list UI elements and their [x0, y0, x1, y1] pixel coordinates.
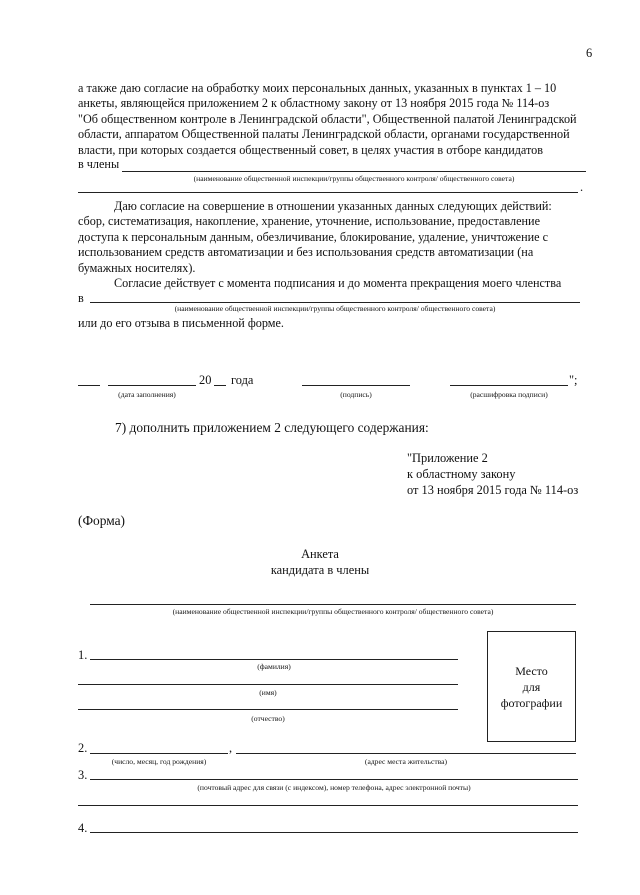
consent-line-4: области, аппаратом Общественной палаты Ленинградской области, органами государственной [78, 127, 570, 142]
validity-line: Согласие действует с момента подписания и до момента прекращения моего членства [114, 276, 562, 290]
field-1-number: 1. [78, 648, 88, 662]
field-2-number: 2. [78, 741, 88, 755]
day-fill-line [78, 385, 100, 386]
members-prefix: в члены [78, 157, 120, 171]
contacts-line-2[interactable] [78, 805, 578, 806]
consent-line-1: а также даю согласие на обработку моих персональных данных, указанных в пунктах 1 – 10 [78, 81, 557, 95]
consent-line-3: "Об общественном контроле в Ленинградской области", Общественной палатой Ленинградской [78, 111, 577, 126]
form-label: (Форма) [78, 513, 126, 528]
photo-text-1: Место [515, 663, 548, 678]
actions-line-5: бумажных носителях). [78, 260, 196, 275]
sign-caption: (подпись) [340, 390, 372, 399]
actions-line-3: доступа к персональным данным, обезличивание, блокирование, удаление, уничтожение с [78, 229, 548, 244]
questionnaire-org-line [90, 604, 576, 605]
actions-line-1: Даю согласие на совершение в отношении указанных данных следующих действий: [114, 199, 552, 213]
validity-org-caption: (наименование общественной инспекции/группы общественного контроля/ общественного совета) [174, 304, 496, 313]
field-4-line[interactable] [90, 832, 578, 833]
birth-date-caption: (число, месяц, год рождения) [111, 757, 207, 766]
validity-fill-line [90, 302, 580, 303]
name-line[interactable] [78, 684, 458, 685]
name-caption: (имя) [259, 688, 277, 697]
contacts-caption: (почтовый адрес для связи (с индексом), номер телефона, адрес электронной почты) [197, 783, 471, 792]
appendix-line-3: от 13 ноября 2015 года № 114-оз [407, 483, 579, 497]
decode-fill-line [450, 385, 568, 386]
decode-caption: (расшифровка подписи) [470, 390, 548, 399]
year-word: года [231, 373, 254, 387]
questionnaire-org-caption: (наименование общественной инспекции/группы общественного контроля/ общественного совета) [172, 607, 494, 616]
members-dot: . [580, 180, 584, 194]
photo-placeholder [487, 631, 576, 742]
photo-text-3: фотографии [500, 695, 563, 710]
contacts-line-1[interactable] [90, 779, 578, 780]
page-number: 6 [586, 46, 593, 60]
patronymic-line[interactable] [78, 709, 458, 710]
consent-org-caption: (наименование общественной инспекции/группы общественного контроля/ общественного совета) [193, 174, 515, 183]
actions-line-4: использованием средств автоматизации и без использования средств автоматизации (на [78, 245, 534, 260]
residence-caption: (адрес места жительства) [364, 757, 448, 766]
consent-line-5: власти, при которых создается общественный совет, в целях участия в отборе кандидатов [78, 142, 544, 157]
members-fill-line-2 [78, 192, 578, 193]
field-4-number: 4. [78, 821, 88, 835]
validity-prefix: в [78, 291, 84, 305]
photo-text-2: для [522, 679, 541, 694]
residence-line[interactable] [236, 753, 576, 754]
signature-fill-line [302, 385, 410, 386]
amendment-text: 7) дополнить приложением 2 следующего содержания: [115, 420, 429, 435]
surname-line[interactable] [90, 659, 458, 660]
questionnaire-subtitle: кандидата в члены [270, 563, 370, 577]
date-caption: (дата заполнения) [118, 390, 176, 399]
patronymic-caption: (отчество) [251, 714, 285, 723]
field-3-number: 3. [78, 768, 88, 782]
actions-paragraph [78, 199, 586, 276]
actions-line-2: сбор, систематизация, накопление, хранение, уточнение, использование, предоставление [78, 214, 540, 229]
questionnaire-title: Анкета [301, 547, 339, 561]
consent-line-2: анкеты, являющейся приложением 2 к областному закону от 13 ноября 2015 года № 114-оз [78, 96, 550, 111]
month-fill-line [108, 385, 196, 386]
field-2-comma: , [229, 741, 233, 755]
appendix-line-2: к областному закону [407, 467, 516, 481]
members-fill-line-1 [122, 171, 586, 172]
validity-tail: или до его отзыва в письменной форме. [78, 316, 284, 330]
signature-closing-quote: "; [569, 373, 578, 387]
surname-caption: (фамилия) [257, 662, 291, 671]
consent-paragraph [78, 81, 586, 158]
year-prefix: 20 [199, 373, 212, 387]
year-fill-line [214, 385, 226, 386]
appendix-line-1: "Приложение 2 [407, 451, 488, 465]
birth-date-line[interactable] [90, 753, 228, 754]
